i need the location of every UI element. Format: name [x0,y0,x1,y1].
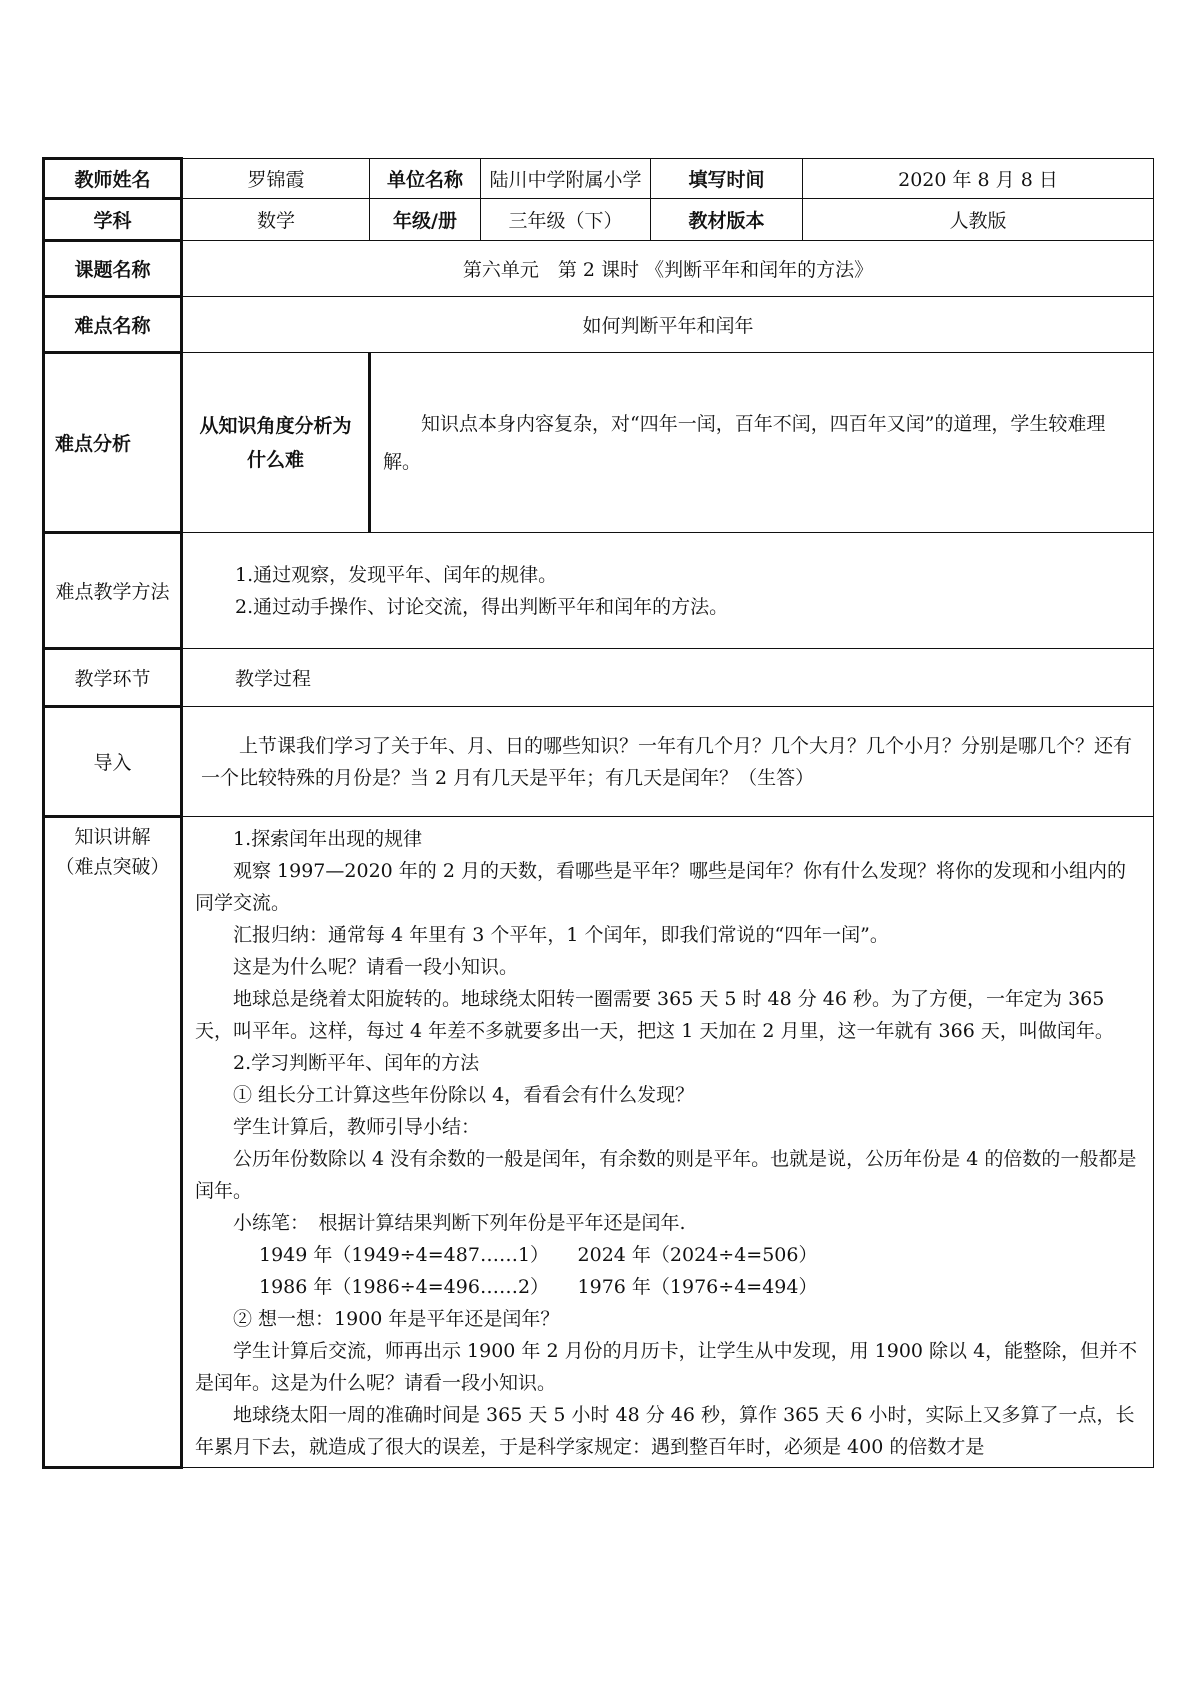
analysis-sub-label: 从知识角度分析为什么难 [182,353,370,533]
knowledge-label: 知识讲解 [74,826,151,848]
analysis-label: 难点分析 [44,353,182,533]
unit-name: 陆川中学附属小学 [481,159,651,199]
knowledge-heading-2: 2.学习判断平年、闰年的方法 [233,1052,480,1074]
method-label: 难点教学方法 [44,533,182,649]
knowledge-paragraph: 这是为什么呢？请看一段小知识。 [233,956,519,978]
knowledge-paragraph: ② 想一想：1900 年是平年还是闰年？ [233,1308,560,1330]
knowledge-paragraph: 地球绕太阳一周的准确时间是 365 天 5 小时 48 分 46 秒，算作 365 天 6 小时，实际上又多算了一点，长年累月下去，就造成了很大的误差，于是科学家规定：遇到整百年时，必须是 400 的倍数才是 [195,1404,1135,1458]
knowledge-label-cell [44,817,182,1468]
lesson-plan-sheet [42,157,1152,1469]
unit-label: 单位名称 [370,159,481,199]
grade-label: 年级/册 [370,199,481,241]
topic-value: 第六单元 第 2 课时 《判断平年和闰年的方法》 [182,241,1154,297]
calc-line: 1986 年（1986÷4=496……2） 1976 年（1976÷4=494） [259,1276,818,1298]
analysis-cell [370,353,1154,533]
fill-date: 2020 年 8 月 8 日 [803,159,1154,199]
knowledge-cell [182,817,1154,1468]
method-cell [182,533,1154,649]
method-item: 2.通过动手操作、讨论交流，得出判断平年和闰年的方法。 [235,595,729,618]
knowledge-sub-label: （难点突破） [55,856,170,878]
subject-value: 数学 [182,199,370,241]
knowledge-paragraph: ① 组长分工计算这些年份除以 4，看看会有什么发现？ [233,1084,695,1106]
process-step-label: 教学环节 [44,649,182,707]
teacher-label: 教师姓名 [44,159,182,199]
knowledge-heading-1: 1.探索闰年出现的规律 [233,828,423,850]
method-list [183,559,1153,623]
knowledge-paragraph: 观察 1997—2020 年的 2 月的天数，看哪些是平年？哪些是闰年？你有什么发现？将你的发现和小组内的同学交流。 [195,860,1126,914]
difficulty-value: 如何判断平年和闰年 [182,297,1154,353]
grade-value: 三年级（下） [481,199,651,241]
topic-label: 课题名称 [44,241,182,297]
knowledge-paragraph: 地球总是绕着太阳旋转的。地球绕太阳转一圈需要 365 天 5 时 48 分 46 秒。为了方便，一年定为 365 天，叫平年。这样，每过 4 年差不多就要多出一天，把这 1 天加在 2 月里，这一年就有 366 天，叫做闰年。 [195,988,1114,1042]
calc-line: 1949 年（1949÷4=487……1） 2024 年（2024÷4=506） [259,1244,818,1266]
intro-cell [182,707,1154,817]
date-label: 填写时间 [651,159,803,199]
knowledge-paragraph: 公历年份数除以 4 没有余数的一般是闰年，有余数的则是平年。也就是说，公历年份是 4 的倍数的一般都是闰年。 [195,1148,1137,1202]
intro-text: 上节课我们学习了关于年、月、日的哪些知识？一年有几个月？几个大月？几个小月？分别是哪几个？还有一个比较特殊的月份是？当 2 月有几天是平年；有几天是闰年？（生答） [201,734,1133,789]
process-label: 教学过程 [182,649,1154,707]
difficulty-label: 难点名称 [44,297,182,353]
lesson-plan-table [42,157,1154,1469]
knowledge-paragraph: 小练笔： 根据计算结果判断下列年份是平年还是闰年. [233,1212,686,1234]
analysis-text: 知识点本身内容复杂，对“四年一闰，百年不闰，四百年又闰”的道理，学生较难理解。 [383,412,1106,473]
teacher-name: 罗锦霞 [182,159,370,199]
method-item: 1.通过观察，发现平年、闰年的规律。 [235,563,558,586]
knowledge-paragraph: 汇报归纳：通常每 4 年里有 3 个平年，1 个闰年，即我们常说的“四年一闰”。 [233,924,889,946]
edition-value: 人教版 [803,199,1154,241]
intro-label: 导入 [44,707,182,817]
subject-label: 学科 [44,199,182,241]
knowledge-paragraph: 学生计算后，教师引导小结： [233,1116,481,1138]
edition-label: 教材版本 [651,199,803,241]
knowledge-paragraph: 学生计算后交流，师再出示 1900 年 2 月份的月历卡，让学生从中发现，用 1900 除以 4，能整除，但并不是闰年。这是为什么呢？请看一段小知识。 [195,1340,1138,1394]
